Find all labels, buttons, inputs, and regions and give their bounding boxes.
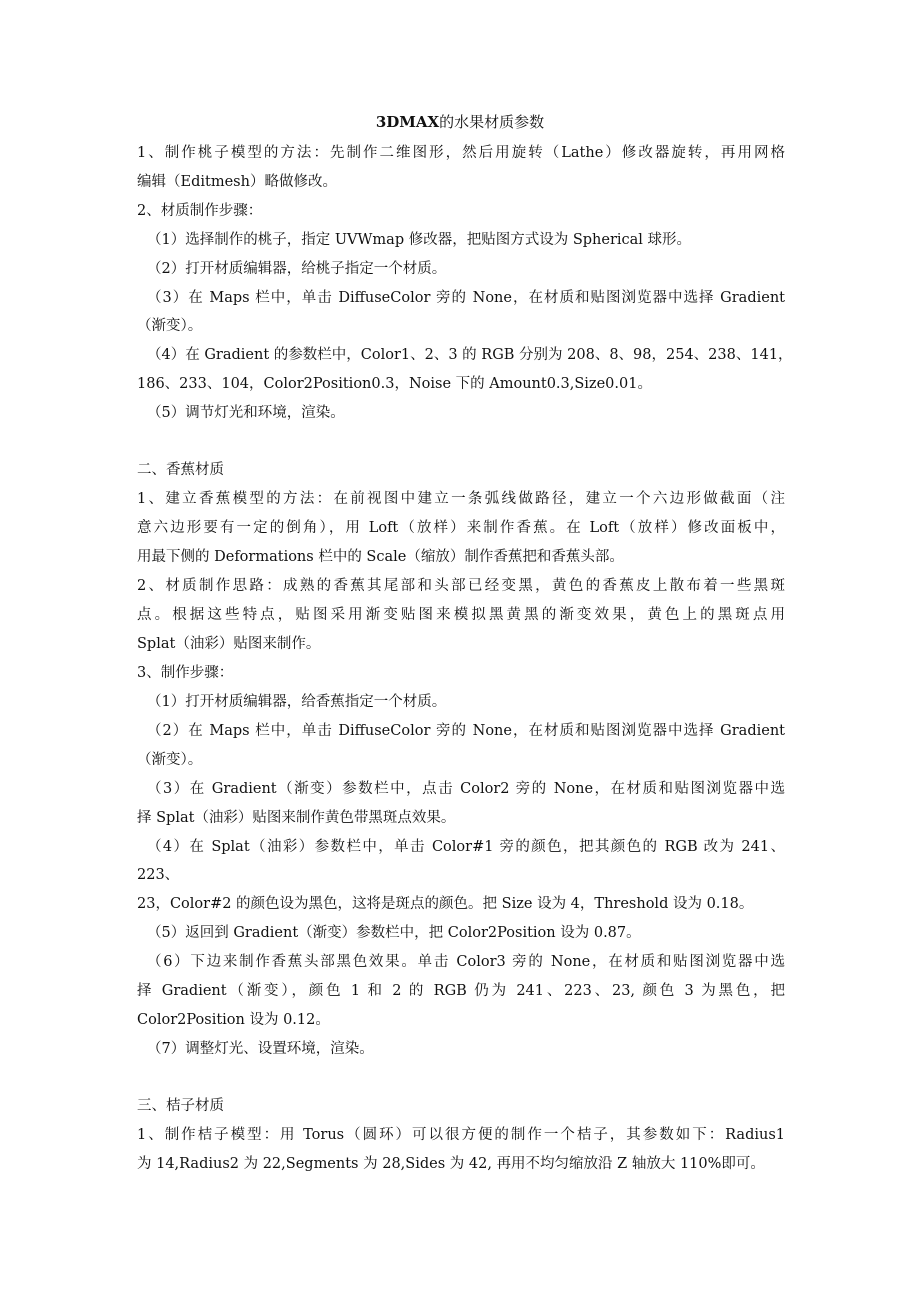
section-heading: 二、香蕉材质	[137, 462, 224, 478]
paragraph-line: 1、制作桔子模型：用 Torus（圆环）可以很方便的制作一个桔子，其参数如下：Radius1	[137, 1127, 785, 1143]
paragraph-line: （2）在 Maps 栏中，单击 DiffuseColor 旁的 None，在材质和贴图浏览器中选择 Gradient	[147, 723, 785, 739]
document-title	[0, 111, 920, 132]
section-heading: 三、桔子材质	[137, 1098, 224, 1114]
paragraph-line: （4）在 Splat（油彩）参数栏中，单击 Color#1 旁的颜色，把其颜色的 RGB 改为 241、	[147, 839, 785, 855]
paragraph-line: 3、制作步骤：	[137, 665, 234, 681]
title-rest: 的水果材质参数	[439, 113, 545, 131]
paragraph-line: 意六边形要有一定的倒角），用 Loft（放样）来制作香蕉。在 Loft（放样）修改面板中，	[137, 520, 785, 536]
paragraph-line: （3）在 Maps 栏中，单击 DiffuseColor 旁的 None，在材质和贴图浏览器中选择 Gradient	[147, 290, 785, 306]
paragraph-line: （1）选择制作的桃子，指定 UVWmap 修改器，把贴图方式设为 Spherical 球形。	[147, 232, 692, 248]
paragraph-line: （5）返回到 Gradient（渐变）参数栏中，把 Color2Position 设为 0.87。	[147, 925, 641, 941]
paragraph-line: （5）调节灯光和环境，渲染。	[147, 405, 345, 421]
paragraph-line: 2、材质制作步骤：	[137, 203, 263, 219]
paragraph-line: 2、材质制作思路：成熟的香蕉其尾部和头部已经变黑，黄色的香蕉皮上散布着一些黑斑	[137, 578, 785, 594]
paragraph-line: （3）在 Gradient（渐变）参数栏中，点击 Color2 旁的 None，在材质和贴图浏览器中选	[147, 781, 785, 797]
paragraph-line: （4）在 Gradient 的参数栏中，Color1、2、3 的 RGB 分别为 208、8、98，254、238、141，	[147, 347, 793, 363]
paragraph-line: 23，Color#2 的颜色设为黑色，这将是斑点的颜色。把 Size 设为 4，Threshold 设为 0.18。	[137, 896, 754, 912]
paragraph-line: Color2Position 设为 0.12。	[137, 1012, 330, 1028]
paragraph-line: 编辑（Editmesh）略做修改。	[137, 174, 337, 190]
title-bold: 3DMAX	[375, 113, 440, 131]
paragraph-line: （6）下边来制作香蕉头部黑色效果。单击 Color3 旁的 None，在材质和贴图浏览器中选	[147, 954, 785, 970]
paragraph-line: （渐变）。	[137, 752, 203, 768]
paragraph-line: 用最下侧的 Deformations 栏中的 Scale（缩放）制作香蕉把和香蕉头部。	[137, 549, 624, 565]
paragraph-line: 1、制作桃子模型的方法：先制作二维图形，然后用旋转（Lathe）修改器旋转，再用网格	[137, 145, 785, 161]
paragraph-line: （1）打开材质编辑器，给香蕉指定一个材质。	[147, 694, 447, 710]
paragraph-line: （2）打开材质编辑器，给桃子指定一个材质。	[147, 261, 447, 277]
paragraph-line: 点。根据这些特点，贴图采用渐变贴图来模拟黑黄黑的渐变效果，黄色上的黑斑点用	[137, 607, 785, 623]
paragraph-line: （渐变）。	[137, 318, 203, 334]
paragraph-line: 1、建立香蕉模型的方法：在前视图中建立一条弧线做路径，建立一个六边形做截面（注	[137, 491, 785, 507]
paragraph-line: （7）调整灯光、设置环境，渲染。	[147, 1041, 374, 1057]
paragraph-line: Splat（油彩）贴图来制作。	[137, 636, 321, 652]
paragraph-line: 择 Splat（油彩）贴图来制作黄色带黑斑点效果。	[137, 810, 456, 826]
paragraph-line: 择 Gradient（渐变），颜色 1 和 2 的 RGB 仍为 241、223、23, 颜色 3 为黑色，把	[137, 983, 785, 999]
paragraph-line: 为 14,Radius2 为 22,Segments 为 28,Sides 为 42, 再用不均匀缩放沿 Z 轴放大 110%即可。	[137, 1156, 765, 1172]
paragraph-line: 186、233、104，Color2Position0.3，Noise 下的 Amount0.3,Size0.01。	[137, 376, 652, 392]
paragraph-line: 223、	[137, 867, 180, 883]
